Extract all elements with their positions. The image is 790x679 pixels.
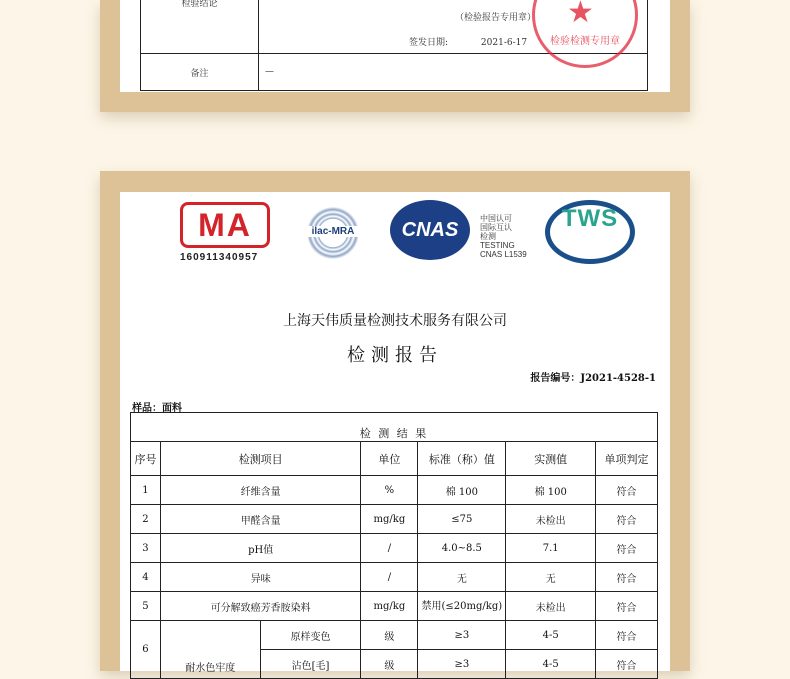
sample-label: 样品：面料 <box>132 403 182 414</box>
table-row: 3 pH值 / 4.0~8.5 7.1 符合 <box>131 534 658 563</box>
stamp-note: （检验报告专用章） <box>455 13 537 23</box>
header-cell: 检测项目 <box>160 442 361 476</box>
ilac-mra-logo <box>300 200 366 266</box>
cma-logo <box>180 202 270 263</box>
results-caption: 检 测 结 果 <box>131 413 658 442</box>
stamp-star-icon: ★ <box>567 0 594 30</box>
header-cell: 序号 <box>131 442 161 476</box>
header-cell: 实测值 <box>506 442 596 476</box>
remark-value: — <box>259 54 648 91</box>
results-table <box>130 412 658 679</box>
company-name: 上海天伟质量检测技术服务有限公司 <box>283 313 507 329</box>
table-row: 4 异味 / 无 无 符合 <box>131 563 658 592</box>
table-row: 6 耐水色牢度 原样变色 级 ≥3 4-5 符合 <box>131 621 658 650</box>
report-title: 检测报告 <box>347 345 443 366</box>
sign-date: 2021-6-17 <box>480 38 528 48</box>
certification-logos <box>120 198 670 268</box>
table-row: 5 可分解致癌芳香胺染料 mg/kg 禁用(≤20mg/kg) 未检出 符合 <box>131 592 658 621</box>
bottom-report-frame <box>100 171 690 674</box>
tws-logo: TWS <box>545 200 635 264</box>
ilac-text: ilac-MRA <box>300 226 366 237</box>
top-report-paper <box>120 0 670 92</box>
report-number: 报告编号：J2021-4528-1 <box>530 373 656 384</box>
top-report-frame <box>100 0 690 112</box>
cma-mark: MA <box>180 202 270 248</box>
table-row: 1 纤维含量 % 棉 100 棉 100 符合 <box>131 476 658 505</box>
cnas-logo: CNAS <box>390 200 470 260</box>
table-row: 沾色[毛] 级 ≥3 4-5 符合 <box>131 650 658 679</box>
header-cell: 单项判定 <box>596 442 658 476</box>
table-header-row <box>131 442 658 476</box>
header-cell: 标准（称）值 <box>418 442 506 476</box>
header-cell: 单位 <box>361 442 418 476</box>
sign-date-label: 签发日期: <box>409 38 449 48</box>
cma-number: 160911340957 <box>180 252 259 263</box>
remark-label: 备注 <box>141 54 259 91</box>
stamp-text: 检验检测专用章 <box>550 36 620 47</box>
conclusion-label: 检验结论 <box>141 0 259 54</box>
report-paper <box>120 192 670 674</box>
table-row: 2 甲醛含量 mg/kg ≤75 未检出 符合 <box>131 505 658 534</box>
cnas-caption: 中国认可 国际互认 检测 TESTING CNAS L1539 <box>480 214 527 259</box>
